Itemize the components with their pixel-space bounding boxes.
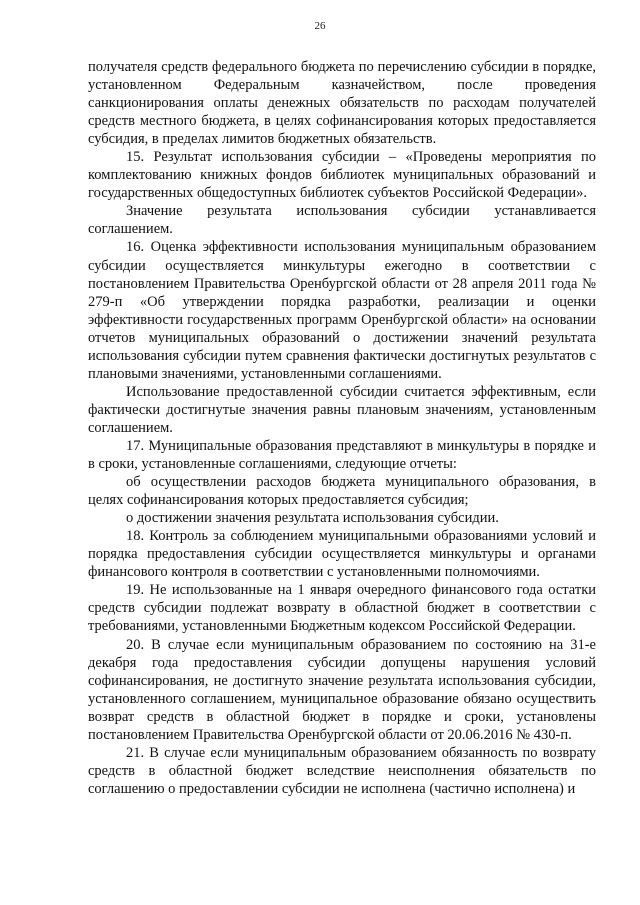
paragraph-p2: 15. Результат использования субсидии – «Проведены мероприятия по комплектованию книжных фондов библиотек муниципальных образований и государственных общедоступных библиотек субъектов Российской Федерации».	[88, 149, 596, 202]
page-number: 26	[314, 20, 326, 32]
paragraph-p12: 21. В случае если муниципальным образованием обязанность по возврату средств в областной бюджет вследствие неисполнения обязательств по соглашению о предоставлении субсидии не исполнена (частично исполнена) и	[88, 744, 596, 797]
paragraph-p5: Использование предоставленной субсидии считается эффективным, если фактически достигнутые значения равны плановым значениям, установленным соглашением.	[88, 383, 596, 436]
paragraph-p1: получателя средств федерального бюджета по перечислению субсидии в порядке, установленном Федеральным казначейством, после проведения санкционирования оплаты денежных обязательств по расходам получателей средств местного бюджета, в целях софинансирования которых предоставляется субсидия, в пределах лимитов бюджетных обязательств.	[88, 59, 596, 148]
paragraph-p4: 16. Оценка эффективности использования муниципальным образованием субсидии осуществляется минкультуры ежегодно в соответствии с постановлением Правительства Оренбургской области от 28 апреля 2011 года № 279-п «Об утверждении порядка разработки, реализации и оценки эффективности государственных программ Оренбургской области» на основании отчетов муниципальных образований о достижении значений результата использования субсидии путем сравнения фактически достигнутых результатов с плановыми значениями, установленными соглашениями.	[88, 239, 596, 382]
paragraph-p3: Значение результата использования субсидии устанавливается соглашением.	[88, 203, 596, 238]
paragraph-p6: 17. Муниципальные образования представляют в минкультуры в порядке и в сроки, установленные соглашениями, следующие отчеты:	[88, 437, 596, 473]
paragraph-p7: об осуществлении расходов бюджета муниципального образования, в целях софинансирования которых предоставляется субсидия;	[88, 474, 596, 509]
paragraph-p11: 20. В случае если муниципальным образованием по состоянию на 31-е декабря года предоставления субсидии допущены нарушения условий софинансирования, не достигнуто значение результата использования субсидии, установленного соглашением, муниципальное образование обязано осуществить возврат средств в областной бюджет в порядке и сроки, установлены постановлением Правительства Оренбургской области от 20.06.2016 № 430-п.	[88, 636, 596, 743]
document-body	[88, 58, 596, 798]
paragraph-p10: 19. Не использованные на 1 января очередного финансового года остатки средств субсидии подлежат возврату в областной бюджет в соответствии с требованиями, установленными Бюджетным кодексом Российской Федерации.	[88, 582, 596, 635]
paragraph-p8: о достижении значения результата использования субсидии.	[126, 510, 499, 527]
paragraph-p9: 18. Контроль за соблюдением муниципальными образованиями условий и порядка предоставления субсидии осуществляется минкультуры и органами финансового контроля в соответствии с установленными полномочиями.	[88, 528, 596, 581]
